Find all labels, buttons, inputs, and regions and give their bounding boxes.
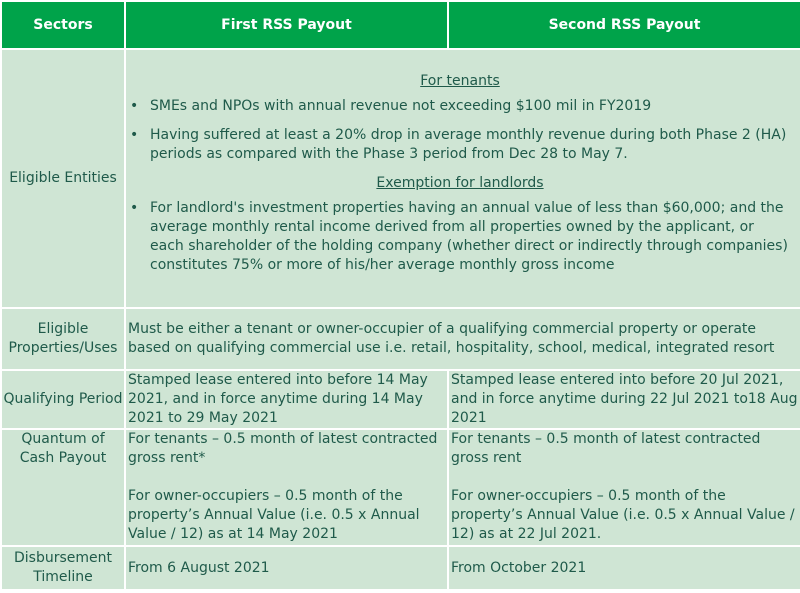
quantum-label: Quantum of Cash Payout [1, 429, 125, 546]
list-item: • Having suffered at least a 20% drop in average monthly revenue during both Phase 2 (HA) periods as compared with the Phase 3 period from Dec 28 to May 7. [150, 126, 792, 164]
header-second-payout: Second RSS Payout [448, 1, 800, 49]
eligible-entities-row [1, 49, 800, 308]
header-first-payout: First RSS Payout [125, 1, 448, 49]
eligible-entities-label: Eligible Entities [1, 49, 125, 308]
landlords-heading: Exemption for landlords [376, 175, 544, 191]
qualifying-period-second: Stamped lease entered into before 20 Jul 2021, and in force anytime during 22 Jul 2021 to18 Aug 2021 [448, 370, 800, 429]
disbursement-second: From October 2021 [448, 546, 800, 590]
header-sectors: Sectors [1, 1, 125, 49]
list-item: • SMEs and NPOs with annual revenue not exceeding $100 mil in FY2019 [150, 97, 792, 116]
spacer [128, 468, 447, 487]
tenant-criteria-list [128, 97, 792, 164]
qualifying-period-label: Qualifying Period [1, 370, 125, 429]
quantum-second-tenants: For tenants – 0.5 month of latest contracted gross rent [451, 431, 761, 466]
quantum-row [1, 429, 800, 546]
quantum-first-tenants: For tenants – 0.5 month of latest contracted gross rent* [128, 431, 438, 466]
quantum-first [125, 429, 448, 546]
eligible-properties-row [1, 308, 800, 370]
quantum-first-owners: For owner-occupiers – 0.5 month of the property’s Annual Value (i.e. 0.5 x Annual Value / 12) as at 14 May 2021 [128, 488, 420, 542]
tenants-heading: For tenants [420, 73, 500, 89]
list-item: • For landlord's investment properties having an annual value of less than $60,000; and the average monthly rental income derived from all properties owned by the applicant, or each shareholder of the holding company (whether direct or indirectly through companies) constitutes 75% or more of his/her average monthly gross income [150, 199, 792, 275]
quantum-second [448, 429, 800, 546]
qualifying-period-first: Stamped lease entered into before 14 May 2021, and in force anytime during 14 May 2021 to 29 May 2021 [125, 370, 448, 429]
eligible-properties-label: Eligible Properties/Uses [1, 308, 125, 370]
quantum-second-owners: For owner-occupiers – 0.5 month of the property’s Annual Value (i.e. 0.5 x Annual Value / 12) as at 22 Jul 2021. [451, 488, 795, 542]
spacer [451, 468, 800, 487]
qualifying-period-row [1, 370, 800, 429]
eligible-properties-text: Must be either a tenant or owner-occupier of a qualifying commercial property or operate based on qualifying commercial use i.e. retail, hospitality, school, medical, integrated resort [125, 308, 800, 370]
header-row [1, 1, 800, 49]
eligible-entities-content [125, 49, 800, 308]
disbursement-first: From 6 August 2021 [125, 546, 448, 590]
disbursement-label: Disbursement Timeline [1, 546, 125, 590]
landlord-criteria-list [128, 199, 792, 275]
disbursement-row [1, 546, 800, 590]
